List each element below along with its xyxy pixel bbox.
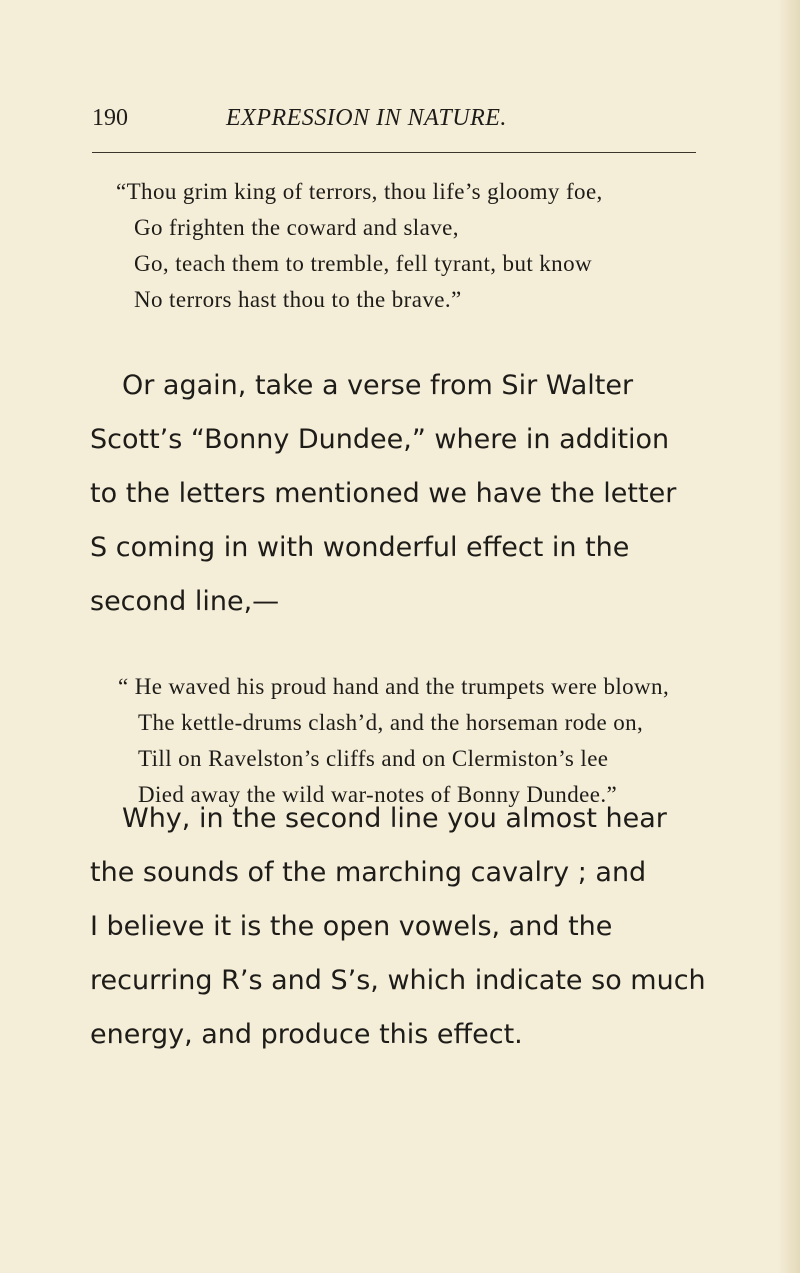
quote-line: Till on Ravelston’s cliffs and on Clermiston’s lee [138, 746, 609, 771]
paragraph-line: S coming in with wonderful effect in the [90, 532, 630, 563]
paragraph-one [90, 359, 676, 629]
paragraph-line: Or again, take a verse from Sir Walter [122, 370, 634, 401]
page-header [92, 102, 714, 134]
page-edge-shadow [778, 0, 800, 1273]
quote-line: “Thou grim king of terrors, thou life’s gloomy foe, [116, 179, 603, 204]
running-title: EXPRESSION IN NATURE. [226, 105, 507, 131]
quote-line: No terrors hast thou to the brave.” [134, 287, 462, 312]
quote-line: Go frighten the coward and slave, [134, 215, 459, 240]
paragraph-line: Why, in the second line you almost hear [122, 803, 667, 834]
paragraph-line: I believe it is the open vowels, and the [90, 911, 613, 942]
page-number: 190 [92, 105, 128, 131]
paragraph-line: to the letters mentioned we have the letter [90, 478, 677, 509]
paragraph-line: recurring R’s and S’s, which indicate so much [90, 965, 706, 996]
paragraph-line: energy, and produce this effect. [90, 1019, 523, 1050]
paragraph-line: the sounds of the marching cavalry ; and [90, 857, 647, 888]
quote-one [116, 174, 603, 318]
quote-line: The kettle-drums clash’d, and the horseman rode on, [138, 710, 644, 735]
quote-line: “ He waved his proud hand and the trumpets were blown, [118, 674, 670, 699]
paragraph-line: Scott’s “Bonny Dundee,” where in addition [90, 424, 670, 455]
header-rule [92, 152, 696, 153]
paragraph-two [90, 792, 706, 1062]
quote-line: Go, teach them to tremble, fell tyrant, but know [134, 251, 592, 276]
paragraph-line: second line,— [90, 586, 280, 617]
quote-line: Died away the wild war-notes of Bonny Dundee.” [138, 782, 618, 807]
